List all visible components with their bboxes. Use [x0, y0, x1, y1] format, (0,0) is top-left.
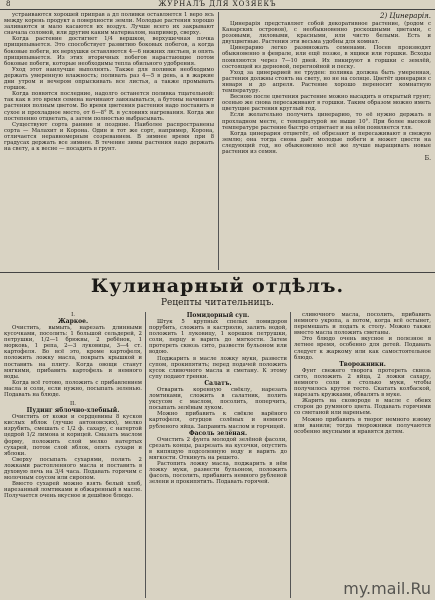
paragraph: Можно прибавить в творог немного изюму или ванили; тогда творожники получаются особенно вкусными и нравятся детям.: [294, 416, 431, 435]
cineraria-heading: 2) Цинерарія.: [379, 12, 431, 20]
cineraria-signature: Б.: [424, 155, 431, 163]
recipe-number-1: I.: [71, 312, 75, 318]
article-floriculture-left: [4, 12, 214, 270]
paragraph: Фунт свежего творога протереть сквозь сито, положить 2 яйца, 2 ложки сахару, немного соли и столько муки, чтобы получилось крутое тесто. Скатать колбаской, нарезать кружками, обвалять в муке.: [294, 367, 431, 399]
recipes-column-3: [294, 312, 431, 598]
paragraph: Когда цинерария отцветёт, её обрезают и пересаживают в свежую землю; она тогда снова даёт молодые побеги и может цвести на следующий год, но обыкновенно всё же лучше выращивать новые растения из семян.: [222, 130, 431, 155]
paragraph: Вместо сухарей можно взять белый хлеб, нарезанный ломтиками и обжаренный в масле. Получается очень вкусное и дешёвое блюдо.: [4, 481, 142, 500]
paragraph: Цинерарию легко размножать семенами. Посев производят обыкновенно в феврале, или ещё позже, в ящики или горшки. Всходы появляются через 7—10 дней. Их пикируют в горшки с землёй, состоящей из дерновой, перегнойной и песку.: [222, 45, 431, 70]
paragraph: устраиваются хорошей приправ а дл поливки оставляется 1 веро ясь между корень продукт а поверхности земли. Молодые растения хорошо заливаются и мало касаются их воздух. Лучше всего их закрывают сначала соломой, или другим каким материалом, например, сверху.: [4, 12, 214, 37]
recipes-column-1: [4, 312, 142, 598]
section-title: Кулинарный отдѣлъ.: [90, 275, 345, 297]
magazine-title: ЖУРНАЛЪ ДЛЯ ХОЗЯЕКЪ: [158, 0, 277, 8]
column-divider: [145, 312, 146, 598]
paragraph: Сверху посыпать сухарями, полить 2 ложками растопленного масла и поставить в духовую печь на 3/4 часа. Подавать горячим с молочным соусом или сиропом.: [4, 456, 142, 482]
recipe-title-pudding: Пудинг яблочно-хлебный.: [26, 407, 120, 415]
paragraph: Поджарить в масле ложку муки, развести супом, прокипятить; перед подачей положить кусок сливочного масла и сметану. К этому супу подают гренки.: [149, 355, 287, 380]
paragraph: Очистить 2 фунта молодой зелёной фасоли, срезать концы, разрезать на кусочки, опустить в кипящую подсоленную воду и варить до мягкости. Откинуть на решето.: [149, 436, 287, 461]
paragraph: Очистить, вымыть, нарезать длинными кусочками, посолить: 1 большой сельдерей, 2 петрушки, 1/2—1 брюквы, 2 ребёнок, 1 морковь, 1 репа, 2—3 луковицы, 3—4 ст. картофеля. Во всё это, кроме картофеля, положить ложку масла, покрыть крышкой и поставить на плиту. Когда овощи станут мягкими, прибавить картофель и немного воды.: [4, 325, 142, 380]
paragraph: Когда появятся последние, надолго останется поливка тщательной: так как в это время семена начинают завязываться, а бутоны начинают растения полным цветом. Во время цветения растения надо поставить в сухое и прохладное место, от 6—8° R. в условиях нагревания. Когда же постепенно отцветать, а затем полностью выбрасывать.: [4, 91, 214, 122]
paragraph: Штук 5 крупных спелых помидоров порубить, сложить в кастрюлю, залить водой, положить 1 луковицу, 1 корешок петрушки, соли, перцу и варить до мягкости. Затем протереть сквозь сито, развести бульоном или водою.: [149, 319, 287, 356]
paragraph: Отварить коренную свёклу, нарезать ломтиками, сложить в салатник, полить уксусом с маслом, посолить, поперчить, посыпать зелёным луком.: [149, 386, 287, 412]
paragraph: Существуют сорта ранние и поздние. Наиболее распространены сорта — Малахит и Корона. Один и тот же сорт, например, Корона, отличается неравномерным созреванием. В зимнее время при 8 градусах держать все зимнее. В течение зимы растения надо держать на свету, а к весне — посадить в грунт.: [4, 121, 214, 153]
watermark-logo: my.mail.Ru: [343, 579, 431, 598]
section-subtitle: Рецепты читательницъ.: [160, 298, 275, 308]
paragraph: Это блюдо очень вкусное и полезное в летнее время, особенно для детей. Подавать следует к жаркому или как самостоятельное блюдо.: [294, 336, 431, 361]
paragraph: Весною после цветения растение можно высадить в открытый грунт; осенью же снова пересаживают в горшки. Таким образом можно иметь цветущие растения круглый год.: [222, 94, 431, 113]
paragraph: Очистить от кожи и сердцевины 8 кусков кислых яблок (лучше антоновских), мелко изрубить, смешать с 1/2 ф. сахару, с натертой цедрой 1/2 лимона и корицей. Смазать маслом форму, положить слой мелко натертых сухарей, потом слой яблок, опять сухари и яблоки.: [4, 414, 142, 457]
recipe-title-salad: Салатъ.: [204, 379, 232, 387]
recipe-title-curd-cakes: Творожники.: [339, 360, 386, 368]
recipe-number-2: II.: [70, 401, 76, 408]
column-divider: [290, 312, 291, 598]
article-cineraria: [222, 12, 431, 270]
paragraph: Уход этот наилучше выполнять. Также для поливки необходимо держать умеренную влажность; поливать раз 4—5 в день, а в жаркие дни утром и вечером опрыскивать все листья, а также промывать горшок.: [4, 66, 214, 92]
recipe-title-tomato-soup: Помидорный суп.: [186, 312, 250, 319]
recipes-column-2: [149, 312, 287, 598]
paragraph: Если желательно получить цинерарию, то её нужно держать в прохладном месте, с температурой не выше 10°. При более высокой температуре растение быстро отцветает и на нём появляется тля.: [222, 112, 431, 131]
page-number: 8: [6, 0, 11, 8]
paragraph: Уход за цинерарией не труден: поливка должна быть умеренная, растения должны стоять на свету, но не на солнце. Цветёт цинерария с января и до апреля. Растение хорошо переносит комнатную температуру.: [222, 69, 431, 95]
paragraph: Жарить на сковороде в масле с обеих сторон до румяного цвета. Подавать горячими со сметаной или вареньем.: [294, 398, 431, 417]
paragraph: сливочного масла, посолить, прибавить немного укропа, а потом, когда всё остынет, перемешать и подать к столу. Можно также вместо масла положить сметаны.: [294, 312, 431, 337]
paragraph: Когда всё готово, положить с прибавлением масла и соли, если нужно, посыпать зеленью. Подавать на блюде.: [4, 379, 142, 399]
page-header: [0, 0, 435, 10]
column-divider: [218, 12, 219, 270]
section-divider: [0, 272, 435, 273]
paragraph: Цинерарія представляет собой декоративное растение, (родом с Канарских островов), с необыкновенно роскошными цветами, с розовыми, лиловыми, красными, или чисто белыми. Есть и двухцветные. Растения эти весьма удобны для комнат.: [222, 21, 431, 46]
paragraph: Растопить ложку масла, поджарить в нём ложку муки, развести бульоном, положить фасоль, посолить, прибавить немного рубленой зелени и прокипятить. Подавать горячей.: [149, 460, 287, 486]
paragraph: Когда растение достигнет 1/4 вершков, верхушечная почка прищипывается. Это способствует развитию боковых побегов, а когда боковые побеги, их верхушки оставляются 4—6 нижних листьев, и опять прищипывается. Из этих вторичных побегов нарастающие потом боковые побеги, которые необходимы тепла обильного удобрения.: [4, 36, 214, 67]
recipe-title-beans: Фасоль зелёная.: [188, 429, 248, 437]
paragraph: Можно прибавить к свёкле варёного картофеля, огурцов солёных и немного рубленого яйца. Заправить маслом и горчицей.: [149, 411, 287, 430]
recipe-title-roast: Жаркое.: [57, 318, 89, 325]
